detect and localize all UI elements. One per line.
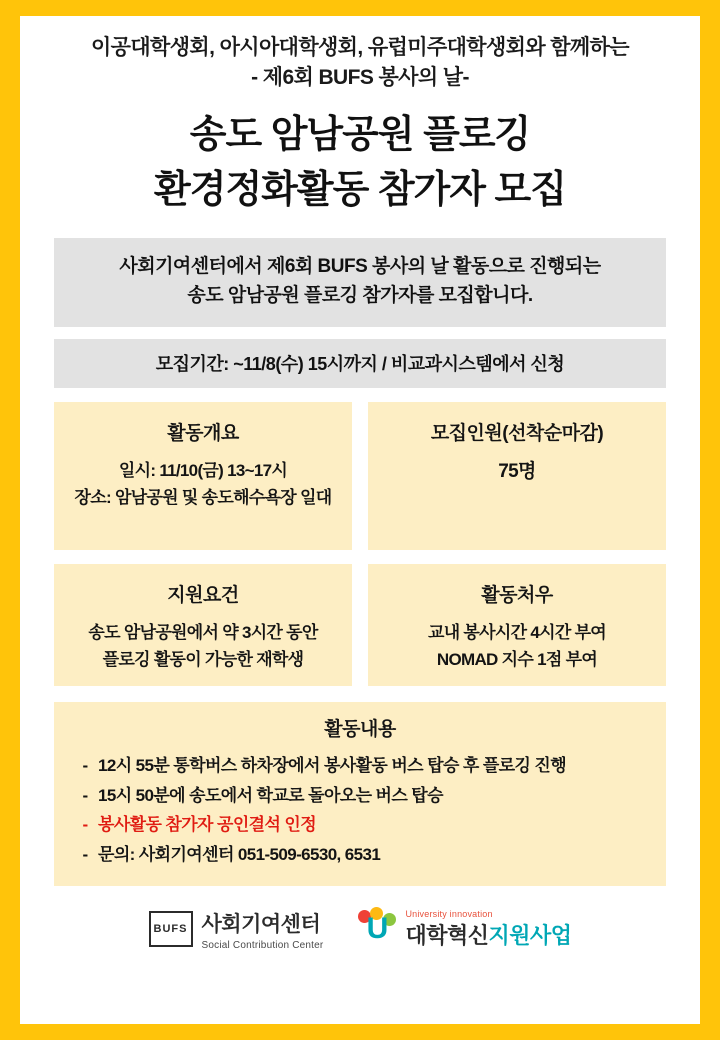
list-item [72,781,648,811]
cell-line: 75명 [498,460,536,482]
info-cell-recruit-count [368,402,666,550]
cell-line: 송도 암남공원에서 약 3시간 동안 [88,622,318,642]
logo-social-contribution-center [149,908,324,951]
list-item [72,810,648,840]
logo-b-name-teal: 지원사업 [488,922,572,948]
logo-b-name [405,919,571,950]
footer-logos [54,908,666,951]
logo-a-name-ko: 사회기여센터 [201,912,321,936]
cell-line: NOMAD 지수 1점 부여 [436,650,598,670]
dash-icon: - [82,845,88,865]
cell-line: 일시: 11/10(금) 13~17시 [118,460,288,480]
info-cell-requirements [54,564,352,686]
cell-title: 활동처우 [481,584,553,606]
cell-title: 지원요건 [167,584,239,606]
logo-a-text [202,908,324,951]
info-grid-row-2 [54,564,666,686]
bufs-logo-icon [149,911,193,947]
intro-line-1: 사회기여센터에서 제6회 BUFS 봉사의 날 활동으로 진행되는 [119,256,601,278]
header-line-1: 이공대학생회, 아시아대학생회, 유럽미주대학생회와 함께하는 [90,36,629,59]
list-item-label: 문의: 사회기여센터 051-509-6530, 6531 [98,845,381,865]
dash-icon: - [82,815,88,835]
info-cell-benefits [368,564,666,686]
cell-line: 교내 봉사시간 4시간 부여 [427,622,607,642]
poster [20,16,700,1024]
logo-university-innovation [357,909,571,950]
cell-line: 플로깅 활동이 가능한 재학생 [102,650,304,670]
info-cell-activity-overview [54,402,352,550]
intro-line-2: 송도 암남공원 플로깅 참가자를 모집합니다. [187,285,533,307]
title-line-2: 환경정화활동 참가자 모집 [154,168,566,211]
application-period-box: 모집기간: ~11/8(수) 15시까지 / 비교과시스템에서 신청 [54,339,666,388]
intro-box [54,238,666,327]
activity-details-box [54,702,666,886]
u-letter-icon: U [366,912,389,946]
header-line-2: - 제6회 BUFS 봉사의 날- [251,66,469,90]
title-line-1: 송도 암남공원 플로깅 [189,113,531,156]
bufs-logo-text: BUFS [153,923,188,936]
logo-b-text [405,909,571,950]
list-item-label: 12시 55분 통학버스 하차장에서 봉사활동 버스 탑승 후 플로깅 진행 [98,755,567,775]
list-item-label: 봉사활동 참가자 공인결석 인정 [98,815,317,835]
logo-b-name-dark: 대학혁신 [405,922,489,948]
u-logo-icon [357,909,397,949]
logo-b-tagline: University innovation [405,908,493,919]
poster-header [54,34,666,94]
page-title [54,108,666,218]
dash-icon: - [82,785,88,805]
info-grid-row-1 [54,402,666,550]
logo-a-name-en: Social Contribution Center [201,939,324,951]
list-item [72,840,648,870]
list-item [72,751,648,781]
dash-icon: - [82,755,88,775]
cell-title: 모집인원(선착순마감) [430,422,604,444]
activity-details-title: 활동내용 [324,718,396,740]
list-item-label: 15시 50분에 송도에서 학교로 돌아오는 버스 탑승 [98,785,443,805]
cell-line: 장소: 암남공원 및 송도해수욕장 일대 [74,488,332,508]
cell-title: 활동개요 [167,422,239,444]
